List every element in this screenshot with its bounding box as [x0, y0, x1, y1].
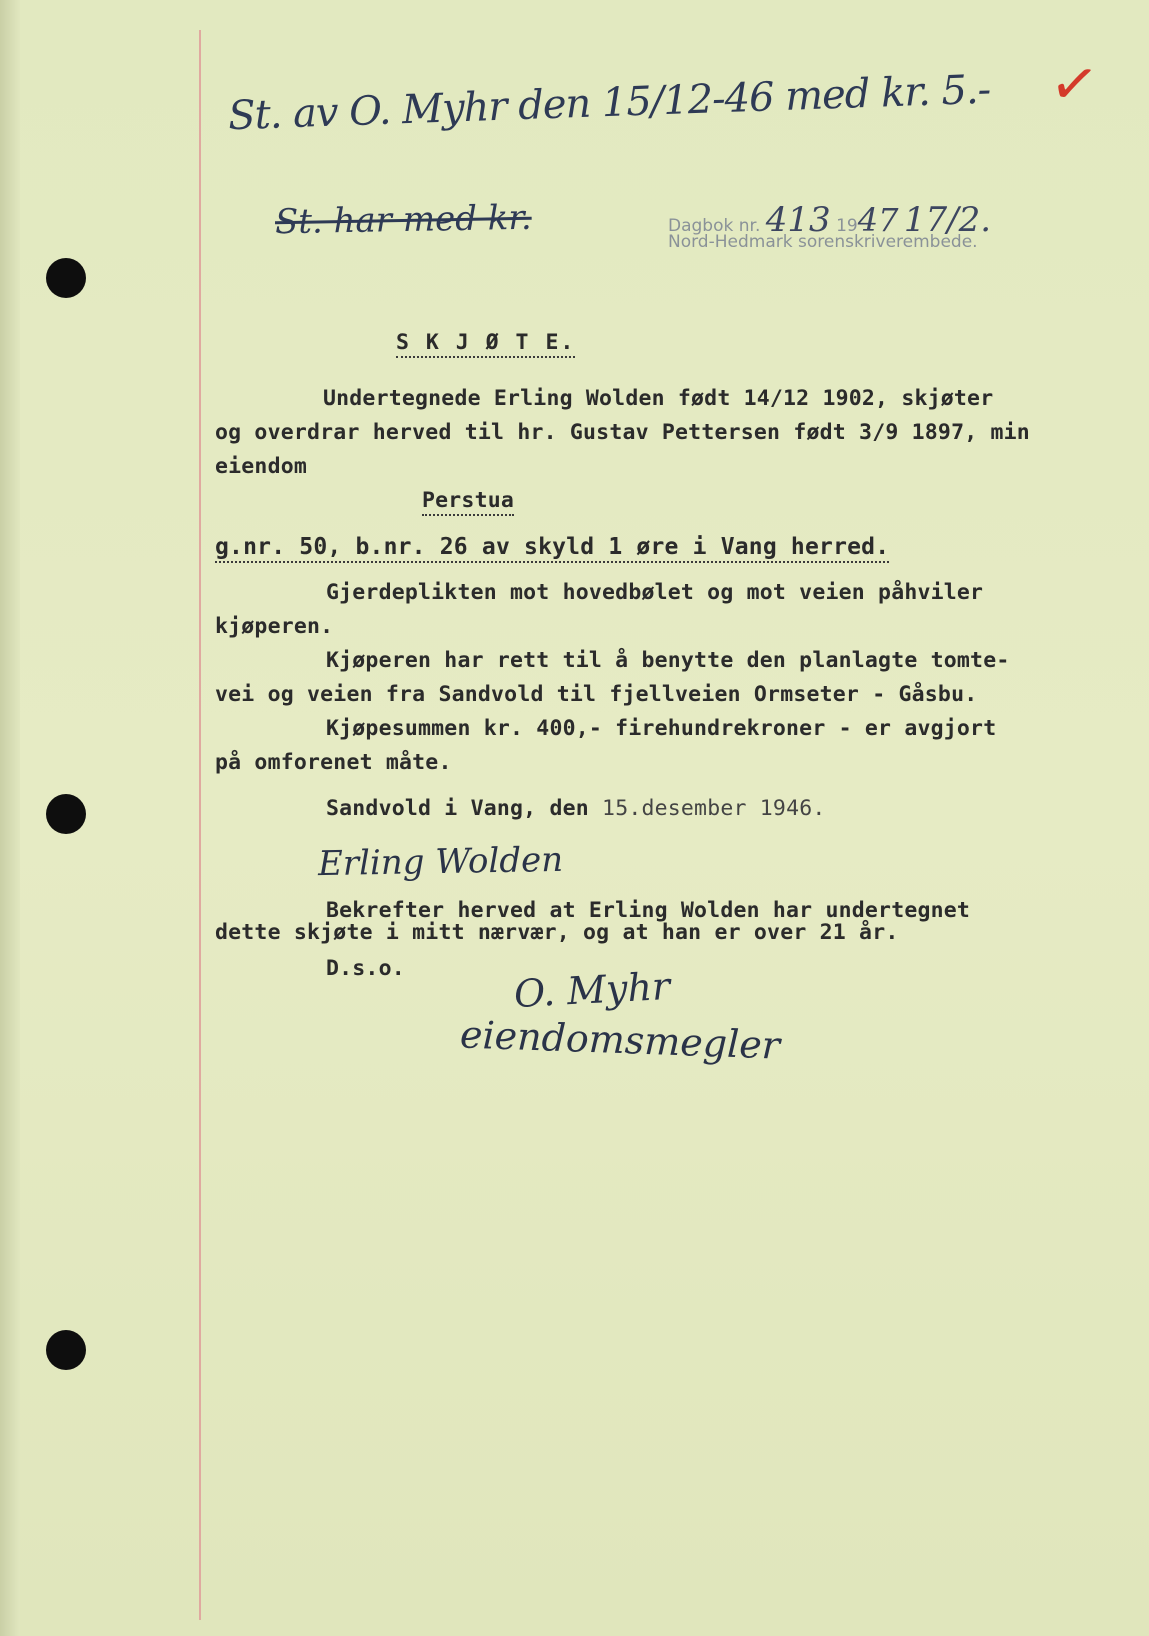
witness-signature-title: eiendomsmegler: [459, 1012, 781, 1068]
text-line: dette skjøte i mitt nærvær, og at han er over 21 år.: [215, 920, 899, 945]
property-reference: g.nr. 50, b.nr. 26 av skyld 1 øre i Vang herred.: [215, 534, 889, 563]
date-text: 15.desember 1946.: [602, 796, 826, 821]
text-line: kjøperen.: [215, 614, 334, 639]
text-line: Gjerdeplikten mot hovedbølet og mot veien påhviler: [326, 580, 984, 605]
place-date: Sandvold i Vang, den: [326, 796, 589, 821]
stamp-year: 47: [857, 201, 899, 239]
dso-text: D.s.o.: [326, 956, 405, 981]
stamp-year-prefix: 19: [836, 216, 858, 236]
stamp-prefix: Dagbok nr.: [668, 216, 761, 236]
text-line: vei og veien fra Sandvold til fjellveien Ormseter - Gåsbu.: [215, 682, 978, 707]
stamp-date: 17/2.: [903, 200, 992, 240]
text-line: og overdrar herved til hr. Gustav Pettersen født 3/9 1897, min: [215, 420, 1030, 445]
document-title: S K J Ø T E.: [396, 330, 575, 358]
text-line: Kjøpesummen kr. 400,- firehundrekroner - er avgjort: [326, 716, 997, 741]
text-line: Kjøperen har rett til å benytte den planlagte tomte-: [326, 648, 1010, 673]
punch-hole: [46, 794, 86, 834]
struck-note: St. har med kr.: [274, 197, 533, 243]
text-line: Bekrefter herved at Erling Wolden har undertegnet: [326, 898, 971, 923]
punch-hole: [46, 258, 86, 298]
handwritten-top-note: St. av O. Myhr den 15/12-46 med kr. 5.-: [227, 66, 991, 140]
text-line: eiendom: [215, 454, 308, 479]
property-name: Perstua: [422, 488, 514, 516]
place-date-line: [326, 796, 826, 821]
seller-signature: Erling Wolden: [317, 839, 564, 885]
text-line: på omforenet måte.: [215, 750, 452, 775]
punch-hole: [46, 1330, 86, 1370]
check-mark: ✓: [1045, 46, 1104, 122]
stamp-number: 413: [765, 200, 831, 240]
stamp-office: Nord-Hedmark sorenskriverembede.: [668, 232, 978, 252]
witness-signature: O. Myhr: [512, 963, 672, 1017]
margin-line: [199, 30, 201, 1620]
text-line: Undertegnede Erling Wolden født 14/12 1902, skjøter: [323, 386, 994, 411]
page-edge: [0, 0, 20, 1636]
